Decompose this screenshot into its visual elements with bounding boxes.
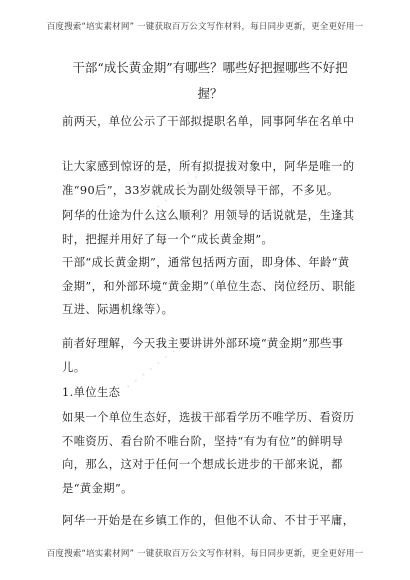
section-heading: 1.单位生态 — [62, 386, 121, 399]
paragraph-5: 前者好理解，今天我主要讲讲外部环境“黄金期”那些事儿。 — [62, 337, 344, 374]
header-banner: 百度搜索“培实素材网” 一键获取百万公文写作材料，每日同步更新，更全更好用一 — [46, 22, 364, 32]
paragraph-4: 干部“成长黄金期”，通常包括两方面，即身体、年龄“黄金期”，和外部环境“黄金期”（单位生态、岗位经历、职能互进、际遇机缘等）。 — [62, 256, 356, 316]
watermark: · · · · · · · — [151, 162, 211, 216]
document-title-line-1: 干部“成长黄金期”有哪些？哪些好把握哪些不好把 — [72, 60, 348, 75]
paragraph-7: 阿华一开始是在乡镇工作的，但他不认命、不甘于平庸， — [62, 514, 355, 527]
footer-banner: 百度搜索“培实素材网” 一键获取百万公文写作材料，每日同步更新，更全更好用一 — [46, 549, 364, 559]
paragraph-1: 前两天，单位公示了干部拟提职名单，同事阿华在名单中 — [62, 115, 355, 128]
paragraph-2: 让大家感到惊讶的是，所有拟提拔对象中，阿华是唯一的准“90后”，33岁就成长为副处级领导干部，不多见。 — [62, 160, 355, 197]
watermark: · · · · · · · — [121, 342, 181, 396]
paragraph-6: 如果一个单位生态好，选拔干部看学历不唯学历、看资历不唯资历、看台阶不唯台阶，坚持“有为有位”的鲜明导向，那么，这对于任何一个想成长进步的干部来说，都是“黄金期”。 — [62, 411, 355, 495]
document-title-line-2: 握？ — [197, 86, 223, 101]
paragraph-3: 阿华的仕途为什么这么顺利？用领导的话说就是，生逢其时，把握并用好了每一个“成长黄金期”。 — [62, 209, 355, 246]
